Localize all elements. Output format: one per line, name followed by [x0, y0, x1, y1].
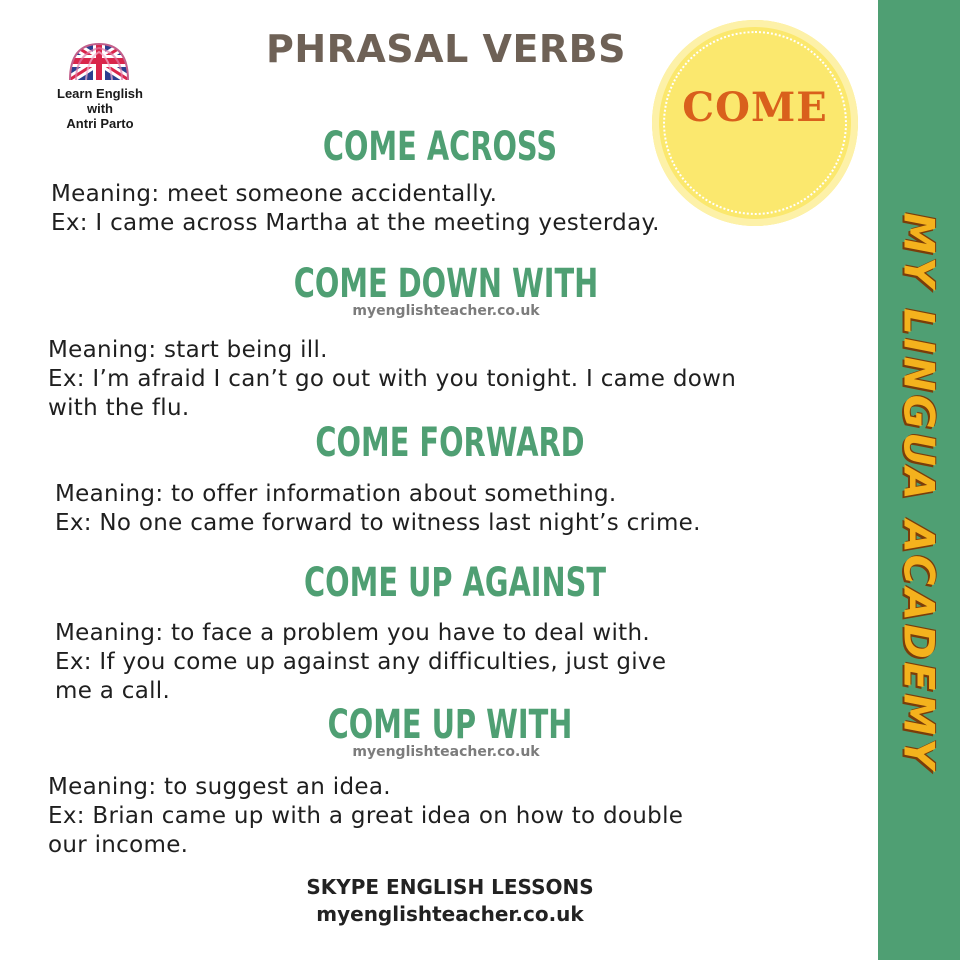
example-text: Ex: I’m afraid I can’t go out with you tonight. I came down [48, 366, 737, 392]
example-text: with the flu. [48, 395, 190, 421]
example-text: me a call. [55, 678, 171, 704]
meaning-text: Meaning: meet someone accidentally. [51, 181, 498, 207]
example-text: Ex: If you come up against any difficulties, just give [55, 649, 667, 675]
meaning-text: Meaning: to offer information about something. [55, 481, 617, 507]
watermark: myenglishteacher.co.uk [352, 303, 540, 319]
watermark: myenglishteacher.co.uk [352, 744, 540, 760]
meaning-text: Meaning: to suggest an idea. [48, 774, 391, 800]
heading-come-across: COME ACROSS [322, 124, 558, 170]
logo-line-3: Antri Parto [66, 116, 134, 131]
logo-line-2: with [87, 101, 113, 116]
heading-come-forward: COME FORWARD [315, 420, 585, 466]
page-title: PHRASAL VERBS [265, 27, 626, 71]
heading-come-down-with: COME DOWN WITH [293, 261, 599, 307]
brand-name: MY LINGUA ACADEMY [894, 212, 944, 772]
heading-come-up-with: COME UP WITH [327, 702, 573, 748]
meaning-text: Meaning: start being ill. [48, 337, 328, 363]
example-text: Ex: I came across Martha at the meeting yesterday. [51, 210, 660, 236]
example-text: our income. [48, 832, 189, 858]
heading-come-up-against: COME UP AGAINST [304, 560, 606, 606]
logo-line-1: Learn English [57, 86, 143, 101]
footer-website: myenglishteacher.co.uk [316, 902, 584, 926]
union-jack-dome-icon [66, 40, 132, 82]
brand-sidebar [878, 0, 960, 960]
badge-circle [652, 20, 858, 226]
example-text: Ex: Brian came up with a great idea on how to double [48, 803, 684, 829]
footer [250, 874, 650, 928]
footer-line-1: SKYPE ENGLISH LESSONS [306, 875, 594, 899]
logo-text [40, 86, 160, 131]
example-text: Ex: No one came forward to witness last night’s crime. [55, 510, 701, 536]
meaning-text: Meaning: to face a problem you have to deal with. [55, 620, 650, 646]
badge-text: COME [682, 84, 828, 131]
